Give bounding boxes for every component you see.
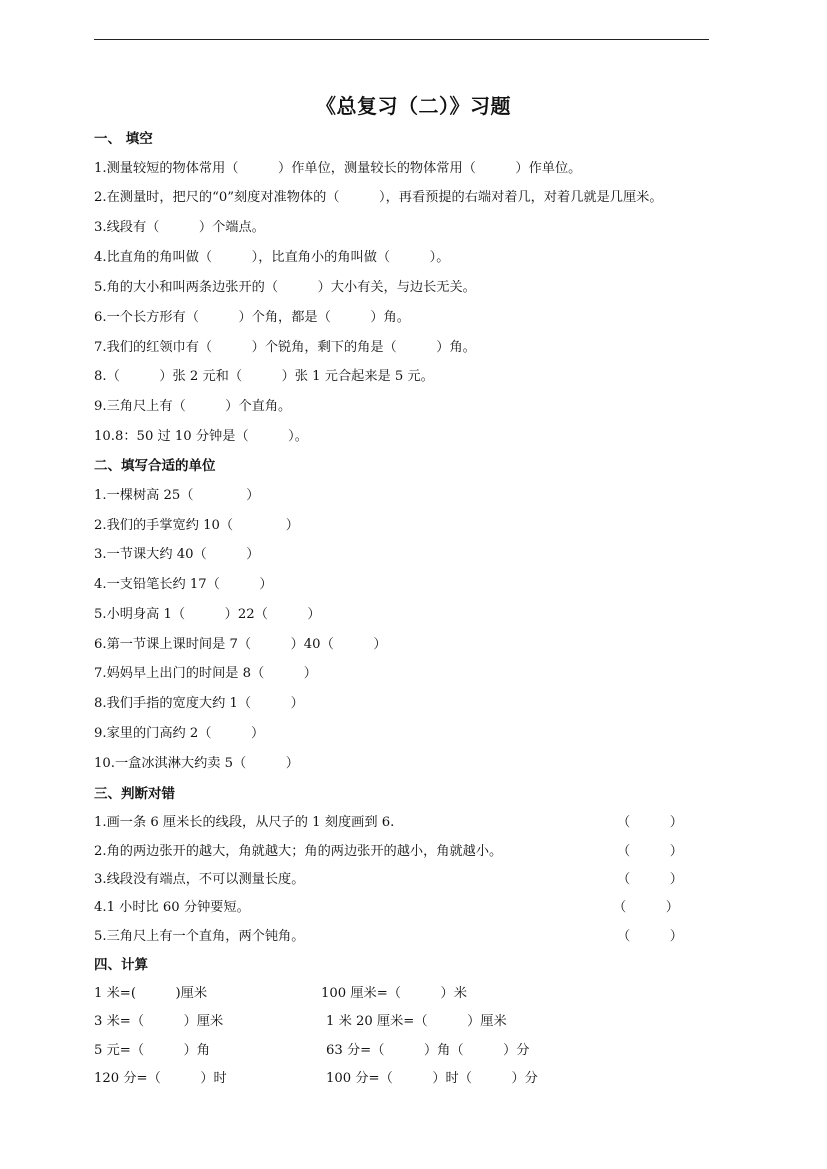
question-item: 2.角的两边张开的越大，角就越大；角的两边张开的越小，角就越小。 — [94, 844, 503, 859]
question-item: 6.一个长方形有（ ）个角，都是（ ）角。 — [94, 310, 410, 325]
question-item: 5.三角尺上有一个直角，两个钝角。 — [94, 929, 305, 944]
answer-blank: （ ） — [617, 815, 683, 830]
question-item: 4.一支铅笔长约 17（ ） — [94, 577, 273, 592]
calc-right: 100 分=（ ）时（ ）分 — [326, 1071, 538, 1086]
calc-left: 3 米=（ ）厘米 — [94, 1014, 224, 1029]
question-item: 6.第一节课上课时间是 7（ ）40（ ） — [94, 637, 387, 652]
question-item: 5.小明身高 1（ ）22（ ） — [94, 607, 321, 622]
section-heading-fill-blank: 一、 填空 — [94, 131, 153, 147]
question-item: 7.妈妈早上出门的时间是 8（ ） — [94, 666, 317, 681]
question-item: 9.三角尺上有（ ）个直角。 — [94, 399, 292, 414]
calc-left: 120 分=（ ）时 — [94, 1071, 227, 1086]
question-item: 2.我们的手掌宽约 10（ ） — [94, 518, 299, 533]
question-item: 1.测量较短的物体常用（ ）作单位，测量较长的物体常用（ ）作单位。 — [94, 161, 582, 176]
calc-left: 1 米=( )厘米 — [94, 986, 208, 1001]
question-item: 8.我们手指的宽度大约 1（ ） — [94, 696, 304, 711]
question-item: 4.比直角的角叫做（ ），比直角小的角叫做（ ）。 — [94, 250, 450, 265]
answer-blank: （ ） — [617, 844, 683, 859]
calc-right: 63 分=（ ）角（ ）分 — [326, 1043, 530, 1058]
header-rule — [94, 39, 709, 40]
question-item: 7.我们的红领巾有（ ）个锐角，剩下的角是（ ）角。 — [94, 340, 476, 355]
answer-blank: （ ） — [613, 900, 679, 915]
question-item: 10.一盒冰淇淋大约卖 5（ ） — [94, 756, 299, 771]
question-item: 5.角的大小和叫两条边张开的（ ）大小有关，与边长无关。 — [94, 280, 476, 295]
answer-blank: （ ） — [617, 929, 683, 944]
section-heading-calculate: 四、计算 — [94, 957, 148, 973]
question-item: 1.一棵树高 25（ ） — [94, 488, 260, 503]
question-item: 10.8：50 过 10 分钟是（ ）。 — [94, 429, 308, 444]
question-item: 3.一节课大约 40（ ） — [94, 547, 260, 562]
question-item: 2.在测量时，把尺的“0”刻度对准物体的（ ），再看预提的右端对着几，对着几就是几厘米。 — [94, 190, 663, 205]
question-item: 9.家里的门高约 2（ ） — [94, 726, 265, 741]
answer-blank: （ ） — [617, 872, 683, 887]
question-item: 3.线段没有端点，不可以测量长度。 — [94, 872, 305, 887]
question-item: 8.（ ）张 2 元和（ ）张 1 元合起来是 5 元。 — [94, 369, 434, 384]
calc-right: 100 厘米=（ ）米 — [321, 986, 467, 1001]
question-item: 3.线段有（ ）个端点。 — [94, 220, 265, 235]
question-item: 1.画一条 6 厘米长的线段，从尺子的 1 刻度画到 6. — [94, 815, 395, 830]
question-item: 4.1 小时比 60 分钟要短。 — [94, 900, 250, 915]
section-heading-units: 二、填写合适的单位 — [94, 458, 216, 474]
page-title: 《总复习（二）》习题 — [316, 94, 511, 118]
calc-left: 5 元=（ ）角 — [94, 1043, 210, 1058]
calc-right: 1 米 20 厘米=（ ）厘米 — [326, 1014, 507, 1029]
section-heading-true-false: 三、判断对错 — [94, 786, 175, 802]
